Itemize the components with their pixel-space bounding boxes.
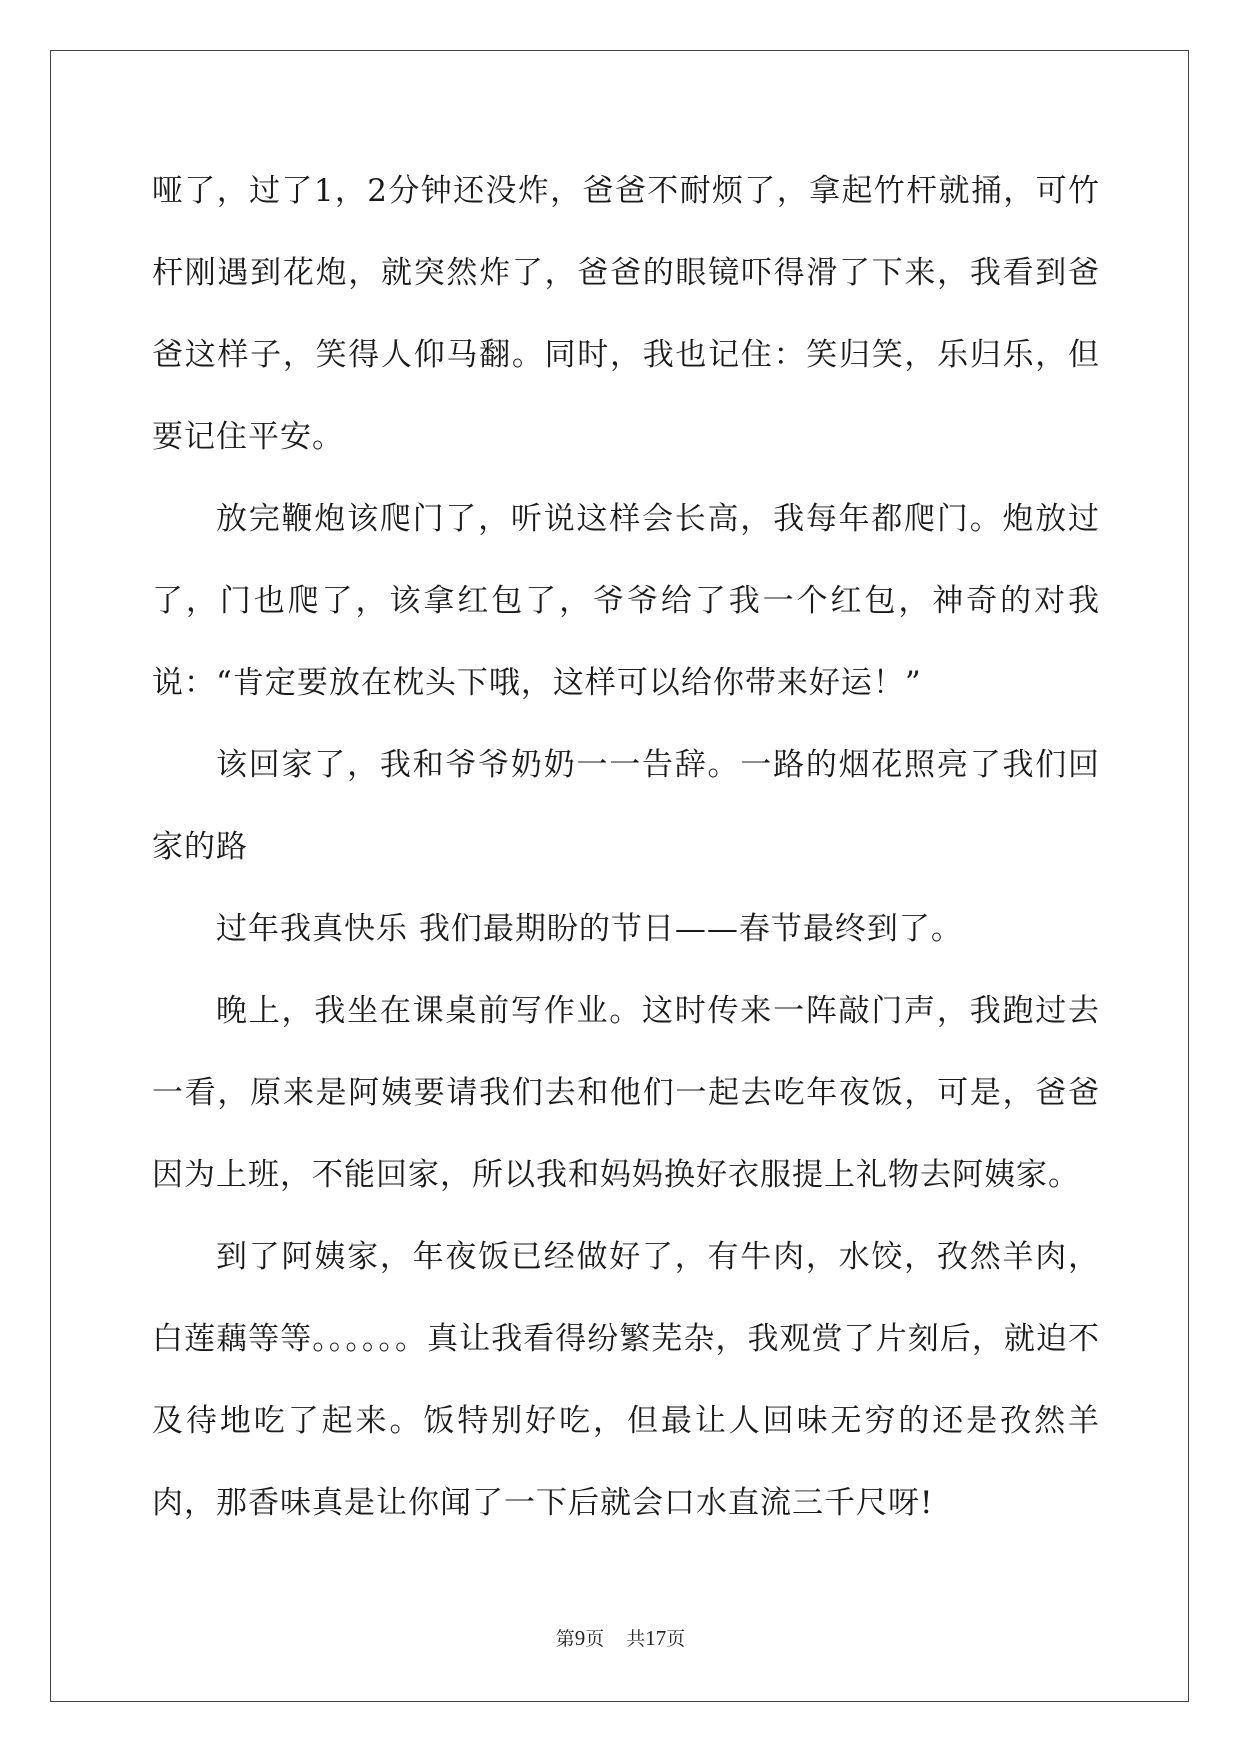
paragraph-5: 晚上，我坐在课桌前写作业。这时传来一阵敲门声，我跑过去一看，原来是阿姨要请我们去和他们一起去吃年夜饭，可是，爸爸因为上班，不能回家，所以我和妈妈换好衣服提上礼物去阿姨家。 [152,993,1100,1193]
document-body [152,150,1100,1544]
paragraph-3: 该回家了，我和爷爷奶奶一一告辞。一路的烟花照亮了我们回家的路 [152,747,1100,865]
total-suffix: 页 [666,1629,686,1650]
page-footer [0,1624,1241,1651]
paragraph-4: 过年我真快乐 我们最期盼的节日——春节最终到了。 [216,911,963,947]
page-prefix: 第 [555,1629,575,1650]
paragraph-2: 放完鞭炮该爬门了，听说这样会长高，我每年都爬门。炮放过了，门也爬了，该拿红包了，爷爷给了我一个红包，神奇的对我说：“肯定要放在枕头下哦，这样可以给你带来好运！” [152,501,1100,701]
total-prefix: 共 [626,1629,646,1650]
page-number: 9 [574,1626,586,1650]
paragraph-1: 哑了，过了1，2分钟还没炸，爸爸不耐烦了，拿起竹杆就捅，可竹杆刚遇到花炮，就突然炸了，爸爸的眼镜吓得滑了下来，我看到爸爸这样子，笑得人仰马翻。同时，我也记住：笑归笑，乐归乐，但要记住平安。 [152,173,1100,455]
page-suffix: 页 [585,1629,605,1650]
total-pages: 17 [645,1626,667,1650]
paragraph-6: 到了阿姨家，年夜饭已经做好了，有牛肉，水饺，孜然羊肉，白莲藕等等。。。。。。真让我看得纷繁芜杂，我观赏了片刻后，就迫不及待地吃了起来。饭特别好吃，但最让人回味无穷的还是孜然羊肉，那香味真是让你闻了一下后就会口水直流三千尺呀! [152,1239,1100,1521]
